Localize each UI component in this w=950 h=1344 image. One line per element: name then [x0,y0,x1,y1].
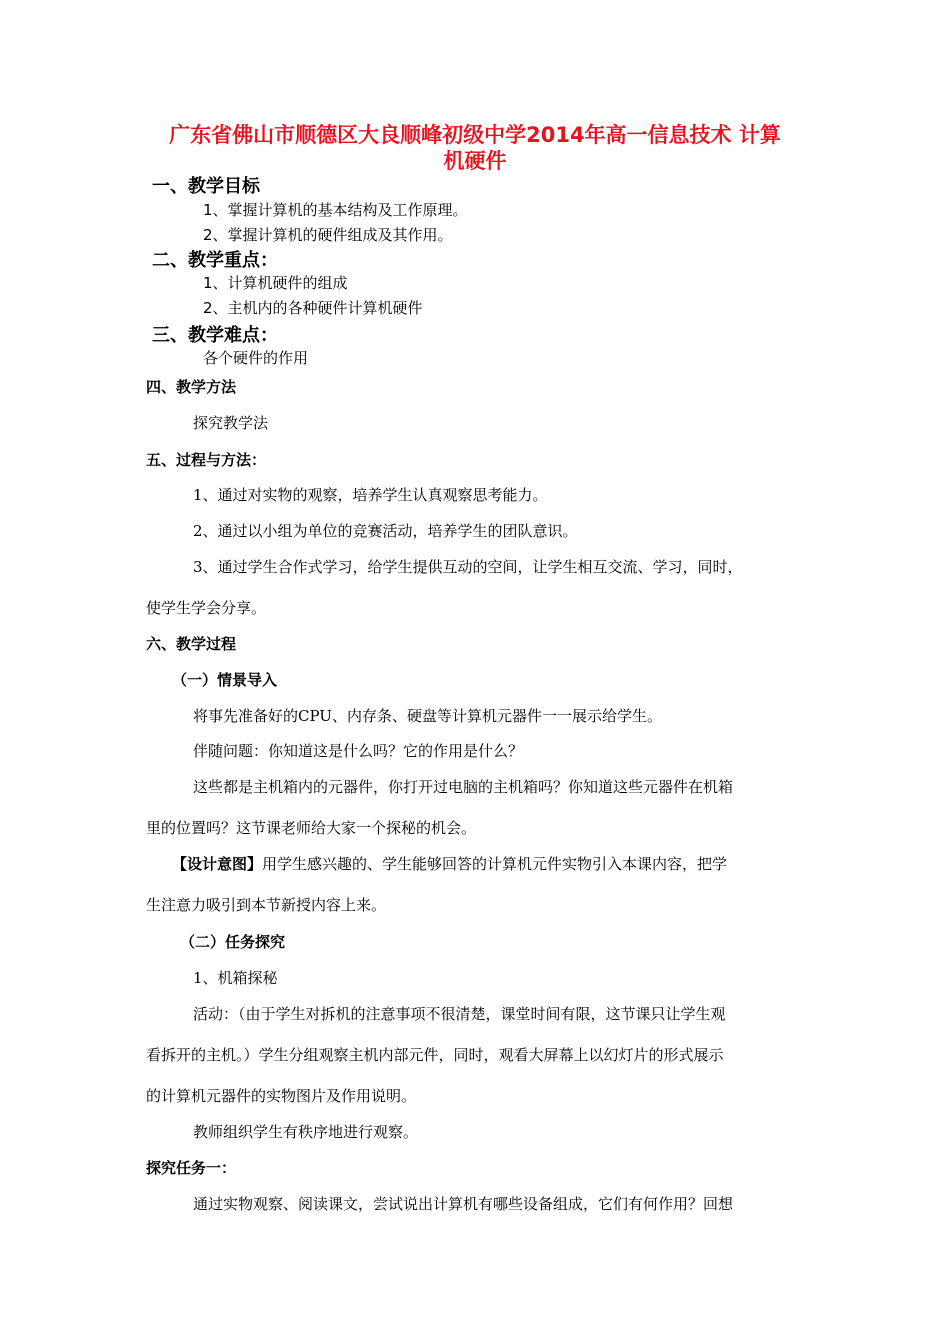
design-intent-line2: 生注意力吸引到本节新授内容上来。 [146,896,387,914]
method-text: 探究教学法 [193,414,269,432]
activity-line3: 的计算机元器件的实物图片及作用说明。 [146,1087,417,1105]
process-item-1: 1、通过对实物的观察，培养学生认真观察思考能力。 [193,486,548,504]
section-heading-key-points: 二、教学重点： [152,250,278,271]
key-point-2: 2、主机内的各种硬件计算机硬件 [203,299,423,317]
goal-item-2: 2、掌握计算机的硬件组成及其作用。 [203,226,453,244]
task-1-heading: 1、机箱探秘 [193,969,278,987]
intro-paragraph-3-line2: 里的位置吗？这节课老师给大家一个探秘的机会。 [146,819,477,837]
design-intent-text: 用学生感兴趣的、学生能够回答的计算机元件实物引入本课内容，把学 [262,855,728,873]
process-item-2: 2、通过以小组为单位的竞赛活动，培养学生的团队意识。 [193,522,578,540]
design-intent-line1 [172,853,727,874]
intro-paragraph-2: 伴随问题：你知道这是什么吗？它的作用是什么？ [193,742,524,760]
section-heading-teaching-process: 六、教学过程 [146,635,237,653]
subsection-heading-intro: （一）情景导入 [172,671,278,689]
subsection-heading-task: （二）任务探究 [180,933,286,951]
section-heading-goals: 一、教学目标 [152,176,260,197]
design-intent-label: 【设计意图】 [172,855,263,873]
teacher-organize-text: 教师组织学生有秩序地进行观察。 [193,1123,419,1141]
intro-paragraph-1: 将事先准备好的CPU、内存条、硬盘等计算机元器件一一展示给学生。 [193,707,662,725]
document-title-line2: 机硬件 [443,149,507,173]
section-heading-process: 五、过程与方法： [146,451,267,469]
activity-line1: 活动：（由于学生对拆机的注意事项不很清楚，课堂时间有限，这节课只让学生观 [193,1005,726,1023]
explore-task-heading: 探究任务一： [146,1159,237,1177]
intro-paragraph-3-line1: 这些都是主机箱内的元器件，你打开过电脑的主机箱吗？你知道这些元器件在机箱 [193,778,734,796]
section-heading-difficulties: 三、教学难点： [152,325,278,346]
document-title-line1: 广东省佛山市顺德区大良顺峰初级中学2014年高一信息技术 计算 [169,123,781,147]
section-heading-method: 四、教学方法 [146,378,237,396]
process-item-3-line2: 使学生学会分享。 [146,599,267,617]
process-item-3-line1: 3、通过学生合作式学习，给学生提供互动的空间，让学生相互交流、学习，同时， [193,558,743,576]
activity-line2: 看拆开的主机。）学生分组观察主机内部元件，同时，观看大屏幕上以幻灯片的形式展示 [146,1046,724,1064]
key-point-1: 1、计算机硬件的组成 [203,274,348,292]
goal-item-1: 1、掌握计算机的基本结构及工作原理。 [203,201,468,219]
explore-task-line1: 通过实物观察、阅读课文，尝试说出计算机有哪些设备组成，它们有何作用？回想 [193,1195,734,1213]
difficulty-item: 各个硬件的作用 [203,349,309,367]
